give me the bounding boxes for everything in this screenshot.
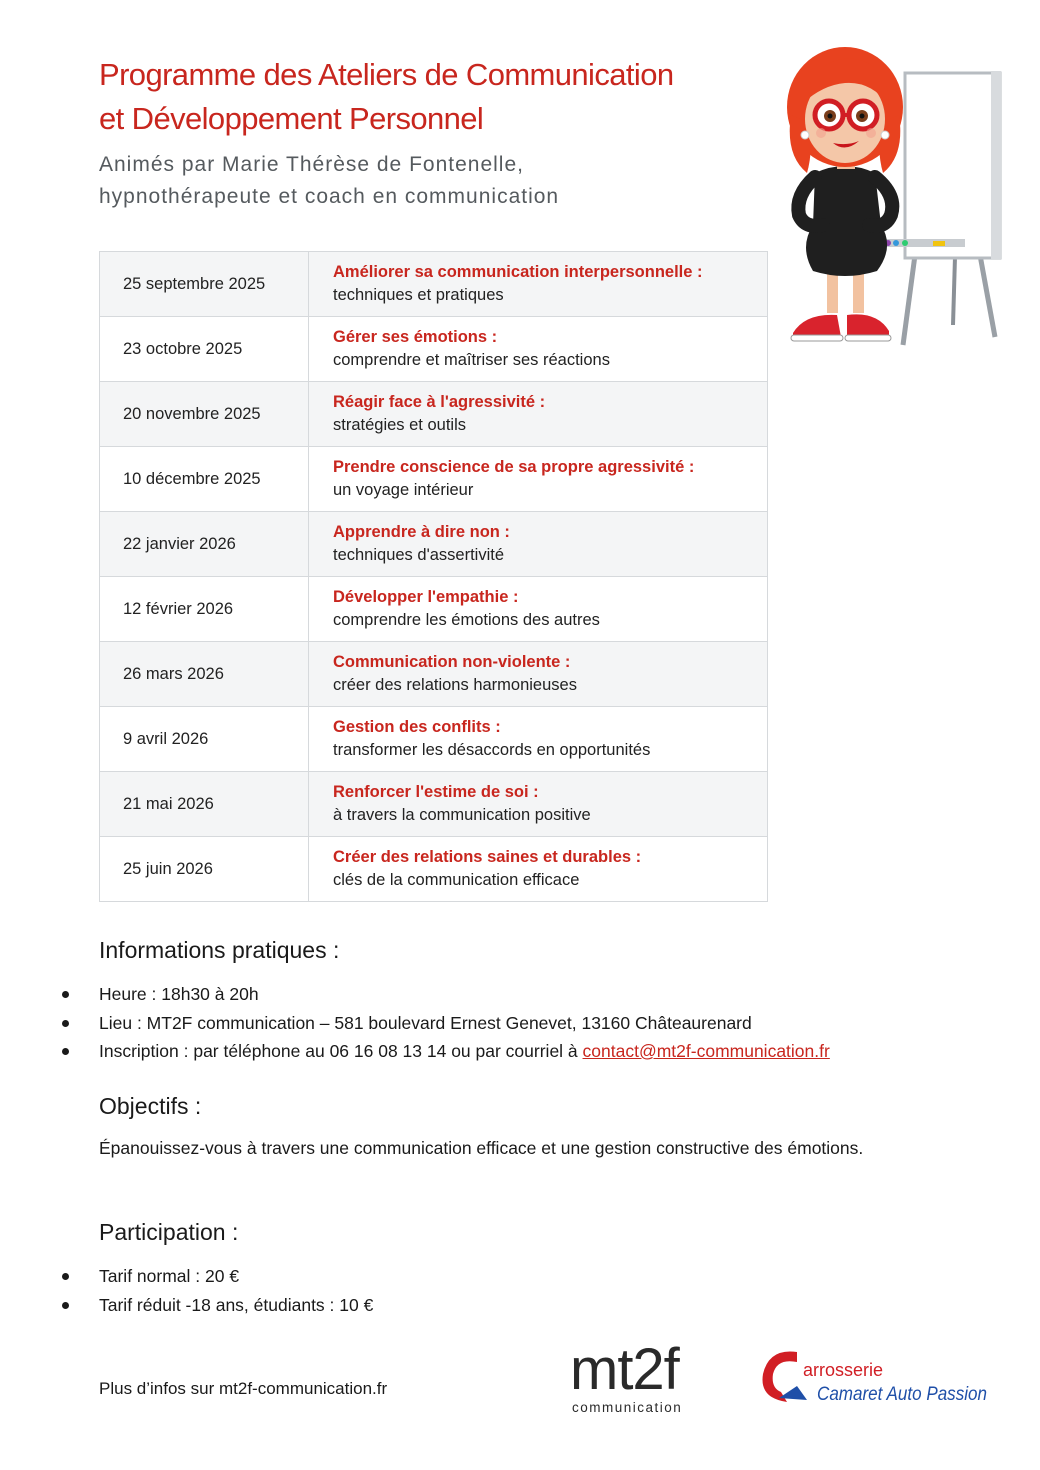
list-item-inscription [0,1037,830,1066]
session-subtitle: techniques d'assertivité [333,546,504,564]
session-title: Communication non-violente : [333,653,571,671]
reduced-price-text: Tarif réduit -18 ans, étudiants : 10 € [99,1294,374,1315]
practical-list [0,980,830,1066]
table-row [100,707,768,772]
session-date: 23 octobre 2025 [100,317,309,382]
session-title: Réagir face à l'agressivité : [333,393,546,411]
session-subtitle: techniques et pratiques [333,286,504,304]
practical-heading: Informations pratiques : [99,937,340,963]
session-title: Renforcer l'estime de soi : [333,783,539,801]
session-title: Améliorer sa communication interpersonnelle : [333,263,703,281]
list-item-place [0,1009,830,1038]
session-date: 12 février 2026 [100,577,309,642]
list-item-normal-price [0,1262,373,1291]
session-date: 26 mars 2026 [100,642,309,707]
session-subtitle: créer des relations harmonieuses [333,676,577,694]
mt2f-logo-main: mt2f [570,1337,679,1402]
list-item-hour [0,980,830,1009]
session-subtitle: transformer les désaccords en opportunités [333,741,651,759]
session-topic [309,707,768,772]
session-date: 10 décembre 2025 [100,447,309,512]
carrosserie-logo-line2: Camaret Auto Passion [817,1384,987,1405]
table-row [100,252,768,317]
session-topic [309,252,768,317]
participation-list [0,1262,373,1319]
session-title: Apprendre à dire non : [333,523,510,541]
session-subtitle: un voyage intérieur [333,481,474,499]
table-row [100,772,768,837]
session-topic [309,317,768,382]
sessions-table [99,251,768,902]
normal-price-text: Tarif normal : 20 € [99,1266,240,1286]
session-title: Prendre conscience de sa propre agressivité : [333,458,695,476]
objectives-heading: Objectifs : [99,1093,202,1119]
table-row [100,317,768,382]
coach-illustration [785,25,1015,365]
page-subtitle [99,149,739,213]
session-date: 20 novembre 2025 [100,382,309,447]
session-title: Créer des relations saines et durables : [333,848,642,866]
session-date: 21 mai 2026 [100,772,309,837]
mt2f-logo [568,1337,703,1417]
mt2f-logo-sub: communication [572,1400,683,1415]
subtitle-line-1: Animés par Marie Thérèse de Fontenelle, [99,153,524,176]
table-row [100,837,768,902]
title-line-1: Programme des Ateliers de Communication [99,57,674,92]
session-topic [309,512,768,577]
email-link[interactable]: contact@mt2f-communication.fr [582,1041,830,1061]
more-info-text: Plus d’infos sur mt2f-communication.fr [99,1379,388,1398]
session-title: Gérer ses émotions : [333,328,498,346]
session-topic [309,642,768,707]
session-subtitle: stratégies et outils [333,416,466,434]
session-topic [309,382,768,447]
inscription-text: Inscription : par téléphone au 06 16 08 13 14 ou par courriel à [99,1041,583,1061]
session-subtitle: à travers la communication positive [333,806,591,824]
title-line-2: et Développement Personnel [99,101,484,136]
page-title [99,53,779,141]
session-subtitle: comprendre et maîtriser ses réactions [333,351,610,369]
table-row [100,447,768,512]
session-date: 9 avril 2026 [100,707,309,772]
session-subtitle: clés de la communication efficace [333,871,580,889]
session-title: Développer l'empathie : [333,588,519,606]
session-topic [309,577,768,642]
session-date: 22 janvier 2026 [100,512,309,577]
carrosserie-logo-line1: arrosserie [803,1360,884,1380]
session-date: 25 septembre 2025 [100,252,309,317]
participation-heading: Participation : [99,1219,239,1245]
session-topic [309,772,768,837]
objectives-text: Épanouissez-vous à travers une communication efficace et une gestion constructive des émotions. [99,1138,864,1158]
place-text: Lieu : MT2F communication – 581 boulevard Ernest Genevet, 13160 Châteaurenard [99,1012,752,1033]
session-topic [309,837,768,902]
session-topic [309,447,768,512]
list-item-reduced-price [0,1291,373,1320]
hour-text: Heure : 18h30 à 20h [99,984,259,1004]
table-row [100,382,768,447]
carrosserie-logo [757,1346,997,1406]
subtitle-line-2: hypnothérapeute et coach en communication [99,185,560,208]
table-row [100,512,768,577]
session-title: Gestion des conflits : [333,718,501,736]
table-row [100,642,768,707]
table-row [100,577,768,642]
session-subtitle: comprendre les émotions des autres [333,611,600,629]
session-date: 25 juin 2026 [100,837,309,902]
